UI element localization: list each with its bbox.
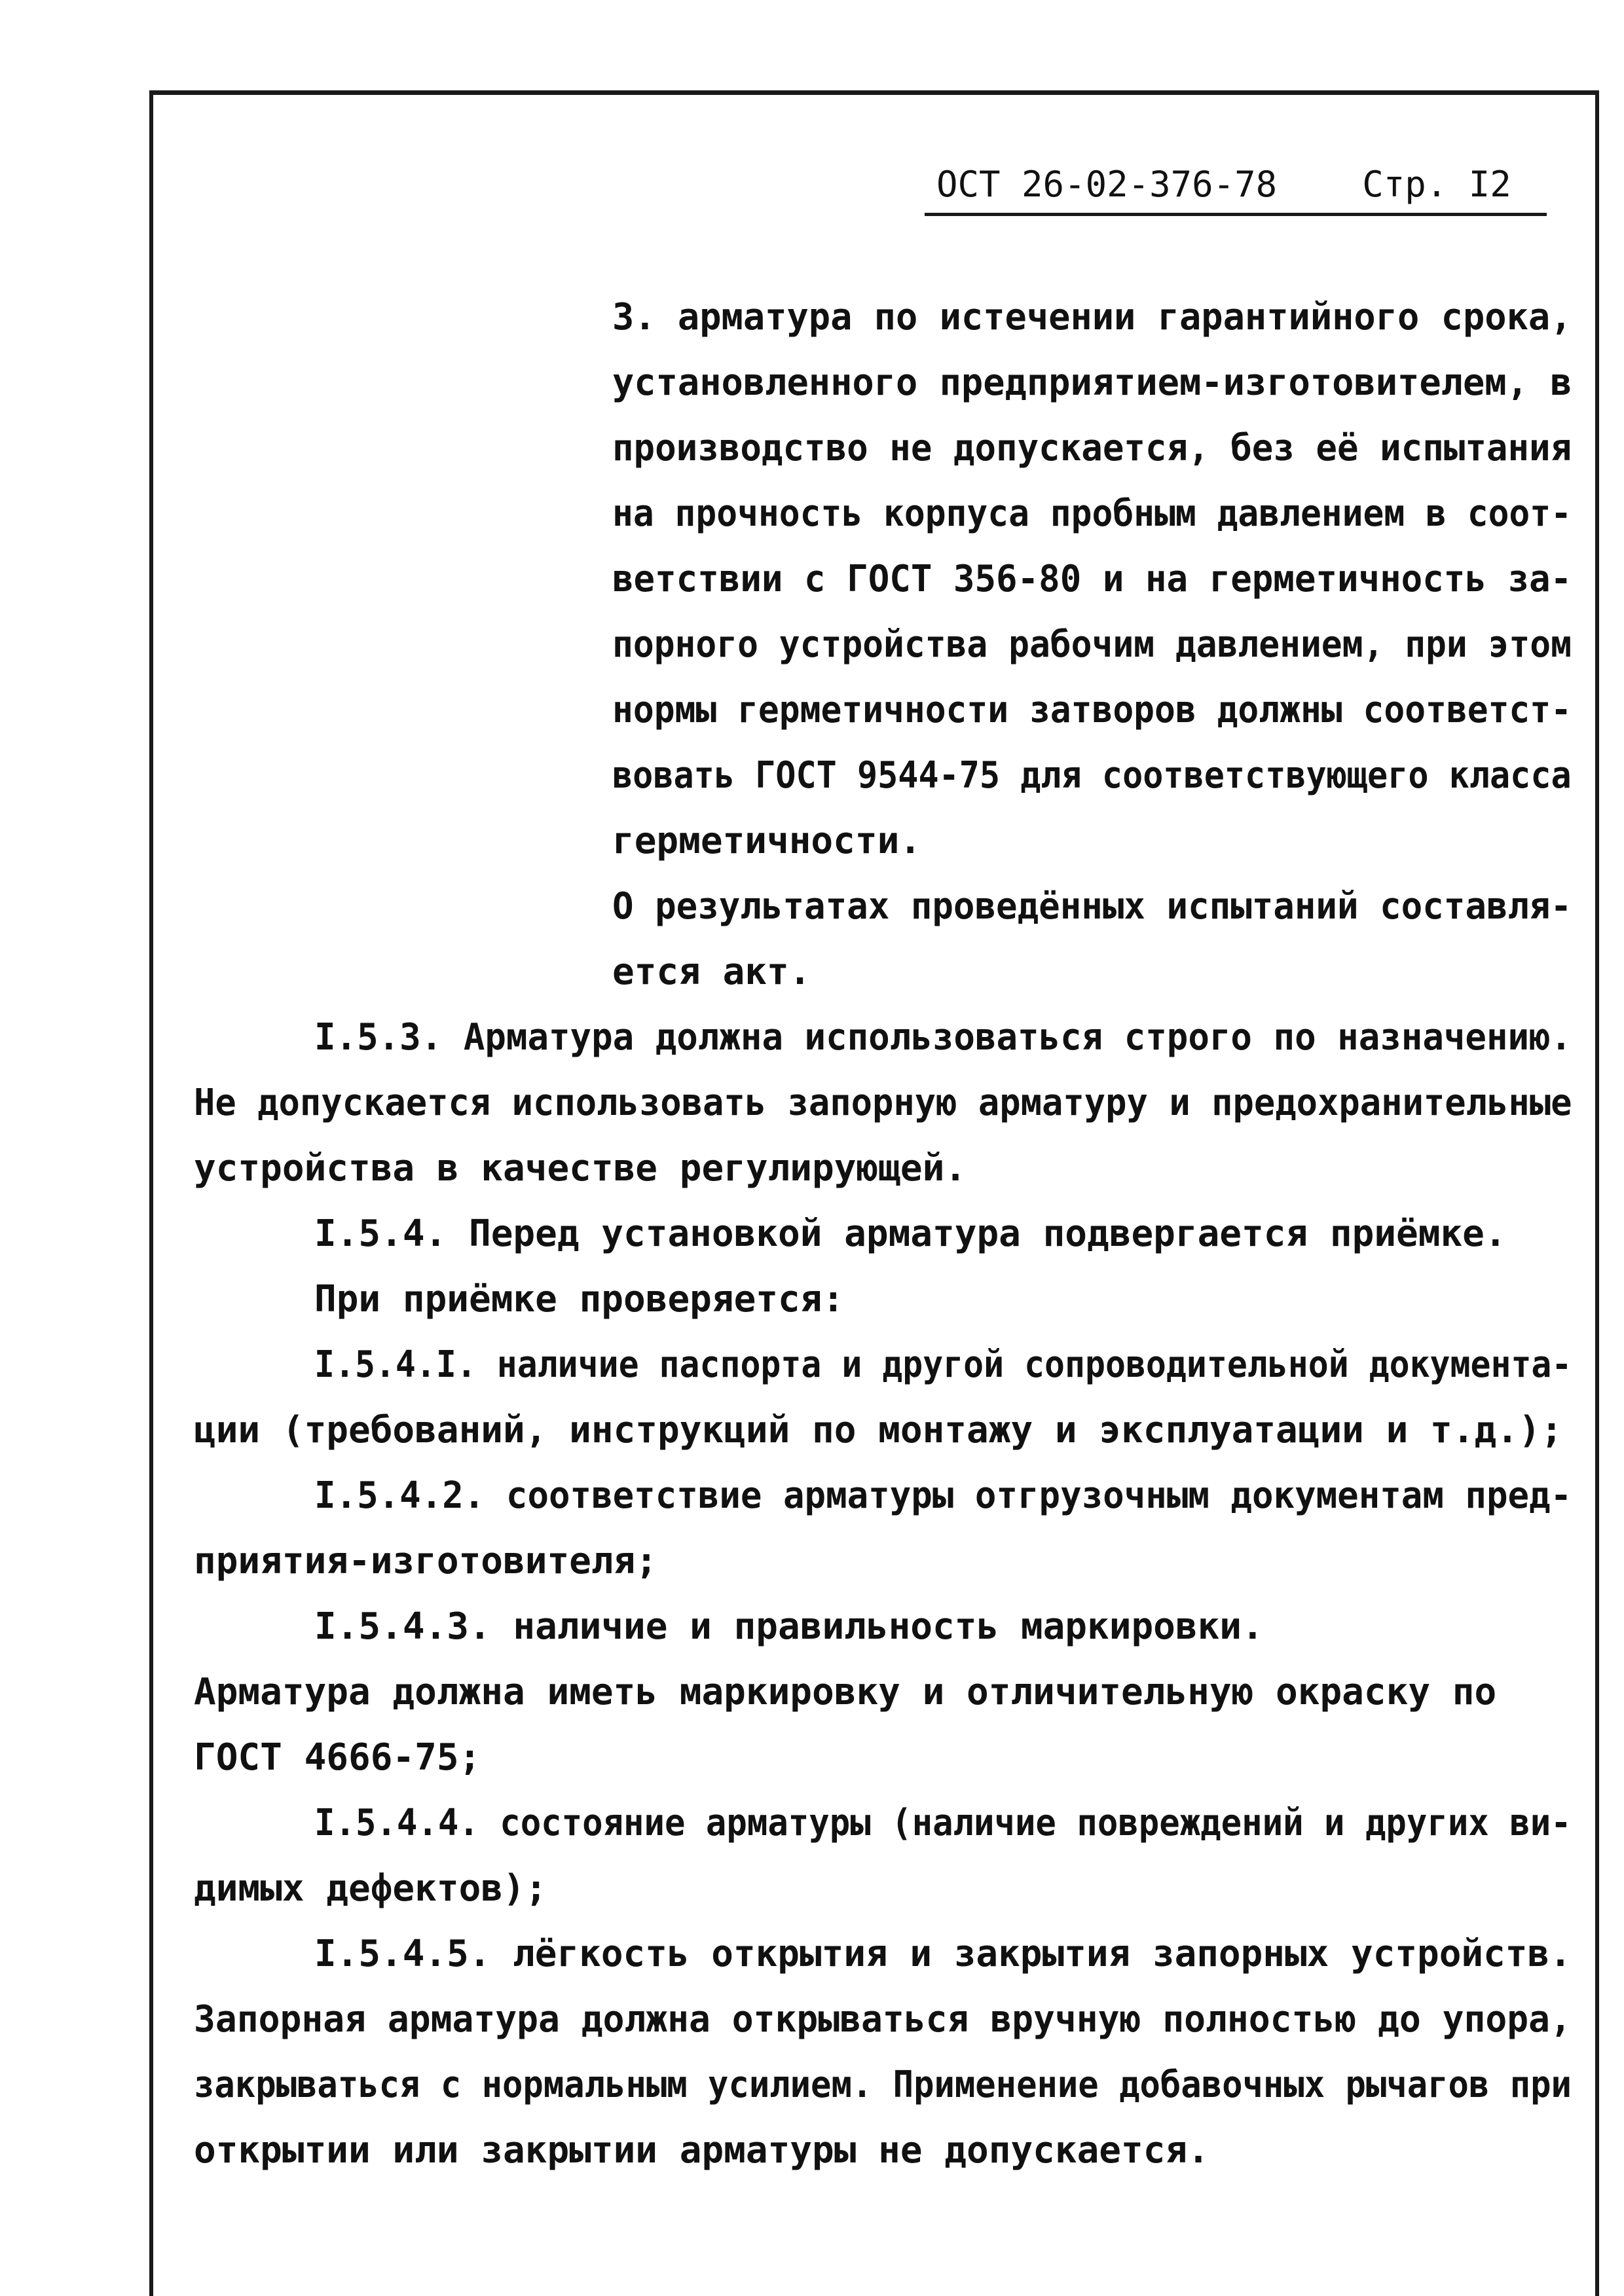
- text-line: открытии или закрытии арматуры не допускается.: [194, 2129, 1209, 2172]
- text-line: ГОСТ 4666-75;: [194, 1736, 481, 1779]
- page-frame-top-border: [149, 90, 1599, 95]
- text-line: ции (требований, инструкций по монтажу и эксплуатации и т.д.);: [194, 1409, 1563, 1451]
- text-line: димых дефектов);: [194, 1867, 547, 1910]
- text-line: Арматура должна иметь маркировку и отличительную окраску по: [194, 1671, 1497, 1713]
- text-line: Не допускается использовать запорную арматуру и предохранительные: [194, 1082, 1572, 1124]
- text-line: Запорная арматура должна открываться вручную полностью до упора,: [194, 1998, 1572, 2041]
- text-line: герметичности.: [612, 820, 922, 862]
- text-line: приятия-изготовителя;: [194, 1540, 658, 1582]
- section-heading-1-5-3: I.5.3. Арматура должна использоваться строго по назначению.: [314, 1016, 1572, 1059]
- page-header: [936, 164, 1511, 205]
- text-line: порного устройства рабочим давлением, при этом: [612, 623, 1572, 666]
- text-line: ветствии с ГОСТ 356-80 и на герметичность за-: [612, 558, 1572, 600]
- section-item-1-5-4-2: I.5.4.2. соответствие арматуры отгрузочным документам пред-: [314, 1474, 1572, 1517]
- text-line: на прочность корпуса пробным давлением в соот-: [612, 492, 1572, 535]
- section-item-1-5-4-3: I.5.4.3. наличие и правильность маркировки.: [314, 1605, 1264, 1648]
- page-frame-right-border: [1595, 90, 1599, 2296]
- text-line: О результатах проведённых испытаний составля-: [612, 885, 1572, 928]
- text-line: закрываться с нормальным усилием. Применение добавочных рычагов при: [194, 2064, 1572, 2106]
- section-item-1-5-4-5: I.5.4.5. лёгкость открытия и закрытия запорных устройств.: [314, 1933, 1572, 1975]
- text-line: При приёмке проверяется:: [314, 1278, 845, 1321]
- text-line: производство не допускается, без её испытания: [612, 427, 1572, 469]
- section-item-1-5-4-1: I.5.4.I. наличие паспорта и другой сопроводительной документа-: [314, 1343, 1572, 1386]
- header-underline: [925, 213, 1547, 216]
- page-frame-left-border: [149, 90, 153, 2296]
- text-line: устройства в качестве регулирующей.: [194, 1147, 967, 1190]
- document-code: ОСТ 26-02-376-78: [936, 164, 1278, 205]
- text-line: ется акт.: [612, 951, 811, 993]
- text-line: установленного предприятием-изготовителем, в: [612, 361, 1572, 404]
- page-number: Стр. I2: [1362, 164, 1511, 205]
- text-line: вовать ГОСТ 9544-75 для соответствующего класса: [612, 754, 1572, 797]
- text-line: 3. арматура по истечении гарантийного срока,: [612, 296, 1572, 338]
- section-item-1-5-4-4: I.5.4.4. состояние арматуры (наличие повреждений и других ви-: [314, 1802, 1572, 1844]
- text-line: нормы герметичности затворов должны соответст-: [612, 689, 1572, 731]
- section-heading-1-5-4: I.5.4. Перед установкой арматура подвергается приёмке.: [314, 1212, 1507, 1255]
